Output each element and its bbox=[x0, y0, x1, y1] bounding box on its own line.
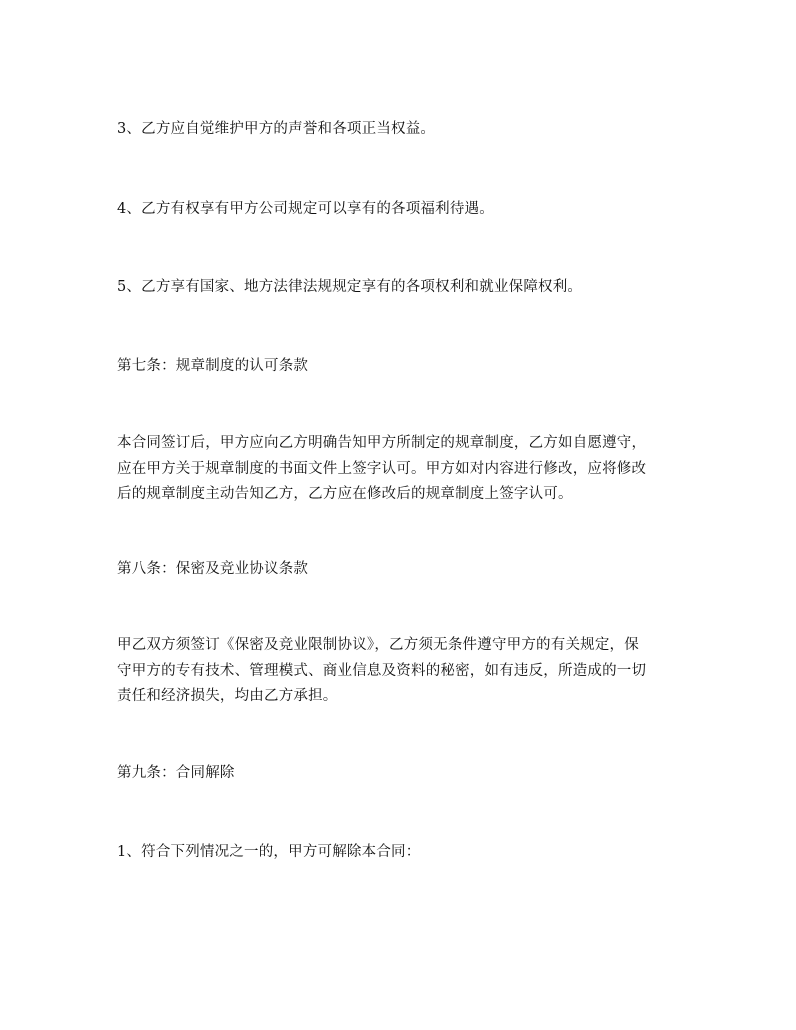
article-8-body bbox=[117, 633, 689, 710]
clause-item-4: 4、乙方有权享有甲方公司规定可以享有的各项福利待遇。 bbox=[117, 201, 494, 217]
clause-item-3: 3、乙方应自觉维护甲方的声誉和各项正当权益。 bbox=[117, 121, 436, 137]
article-7-line: 应在甲方关于规章制度的书面文件上签字认可。甲方如对内容进行修改，应将修改 bbox=[117, 460, 647, 477]
article-7-line: 本合同签订后，甲方应向乙方明确告知甲方所制定的规章制度，乙方如自愿遵守， bbox=[117, 435, 647, 451]
article-8-line: 守甲方的专有技术、管理模式、商业信息及资料的秘密，如有违反，所造成的一切 bbox=[117, 662, 647, 679]
article-8-line: 责任和经济损失，均由乙方承担。 bbox=[117, 688, 338, 704]
article-8-heading: 第八条：保密及竞业协议条款 bbox=[117, 561, 309, 577]
article-7-body bbox=[117, 431, 689, 508]
article-9-heading: 第九条：合同解除 bbox=[117, 765, 235, 781]
article-9-item-1: 1、符合下列情况之一的，甲方可解除本合同： bbox=[117, 844, 421, 860]
article-7-line: 后的规章制度主动告知乙方，乙方应在修改后的规章制度上签字认可。 bbox=[117, 486, 573, 502]
article-8-line: 甲乙双方须签订《保密及竞业限制协议》，乙方须无条件遵守甲方的有关规定，保 bbox=[117, 637, 639, 653]
clause-item-5: 5、乙方享有国家、地方法律法规规定享有的各项权利和就业保障权利。 bbox=[117, 279, 583, 295]
article-7-heading: 第七条：规章制度的认可条款 bbox=[117, 358, 309, 374]
